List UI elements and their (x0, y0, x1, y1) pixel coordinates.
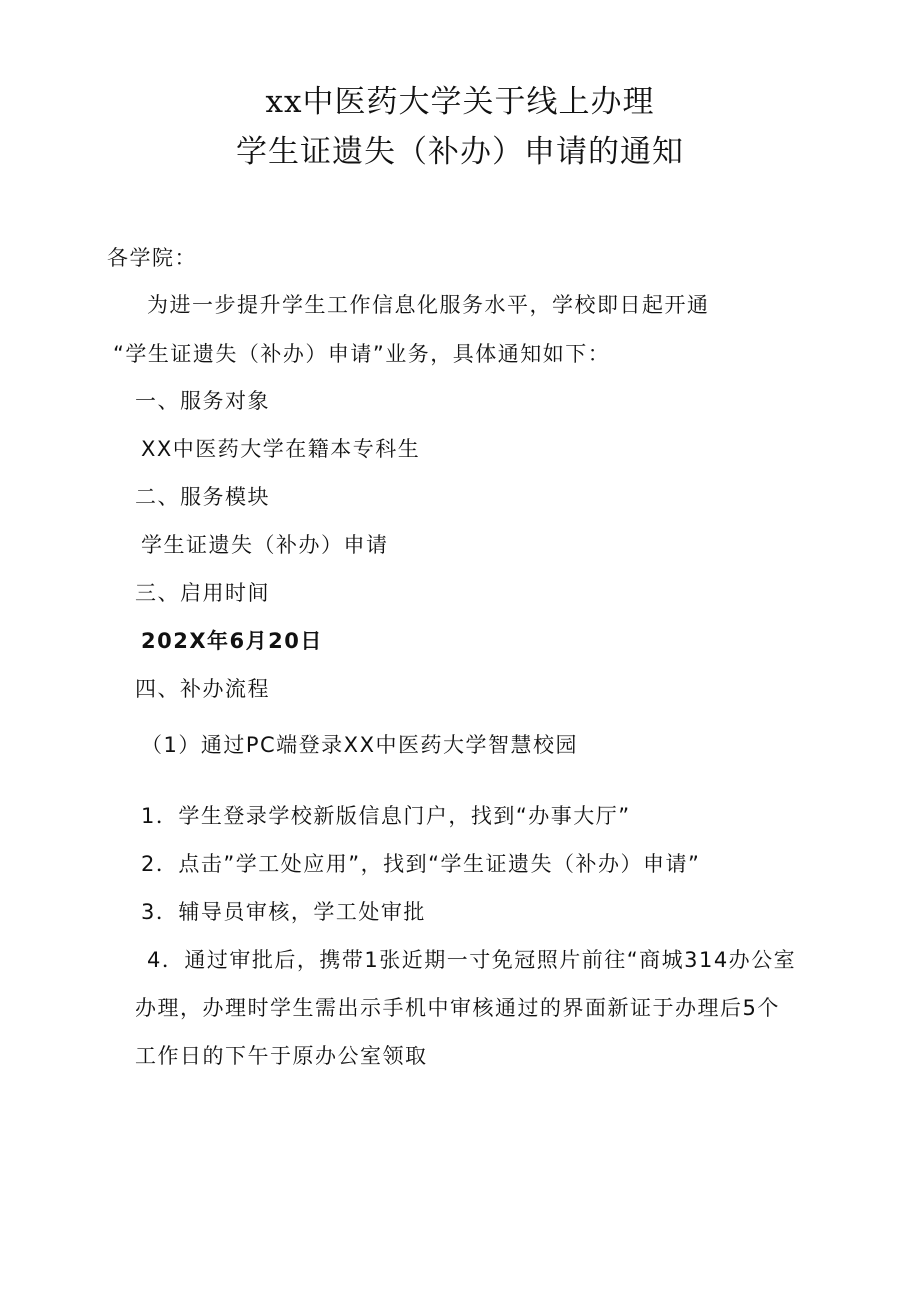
intro-line-2: “学生证遗失（补办）申请”业务，具体通知如下： (113, 342, 611, 366)
step-3: 3．辅导员审核，学工处审批 (141, 900, 426, 924)
section-1-body: XX中医药大学在籍本专科生 (141, 437, 421, 461)
section-1-heading: 一、服务对象 (135, 389, 270, 413)
step-4: 4．通过审批后，携带1张近期一寸免冠照片前往“商城314办公室 (147, 948, 797, 972)
section-3-body: 202X年6月20日 (141, 629, 323, 653)
salutation: 各学院： (107, 246, 197, 270)
section-4-heading: 四、补办流程 (135, 677, 270, 701)
step-1: 1．学生登录学校新版信息门户，找到“办事大厅” (141, 804, 631, 828)
section-3-heading: 三、启用时间 (135, 581, 270, 605)
title-line-2: 学生证遗失（补办）申请的通知 (236, 134, 684, 170)
intro-line-1: 为进一步提升学生工作信息化服务水平，学校即日起开通 (147, 293, 710, 317)
step-4-continuation-2: 工作日的下午于原办公室领取 (135, 1044, 428, 1068)
section-2-body: 学生证遗失（补办）申请 (141, 533, 389, 557)
step-2: 2．点击”学工处应用”，找到“学生证遗失（补办）申请” (141, 852, 701, 876)
section-4-subheading: （1）通过PC端登录XX中医药大学智慧校园 (141, 733, 578, 757)
step-4-continuation-1: 办理，办理时学生需出示手机中审核通过的界面新证于办理后5个 (135, 996, 780, 1020)
title-line-1: xx中医药大学关于线上办理 (265, 84, 655, 120)
section-2-heading: 二、服务模块 (135, 485, 270, 509)
